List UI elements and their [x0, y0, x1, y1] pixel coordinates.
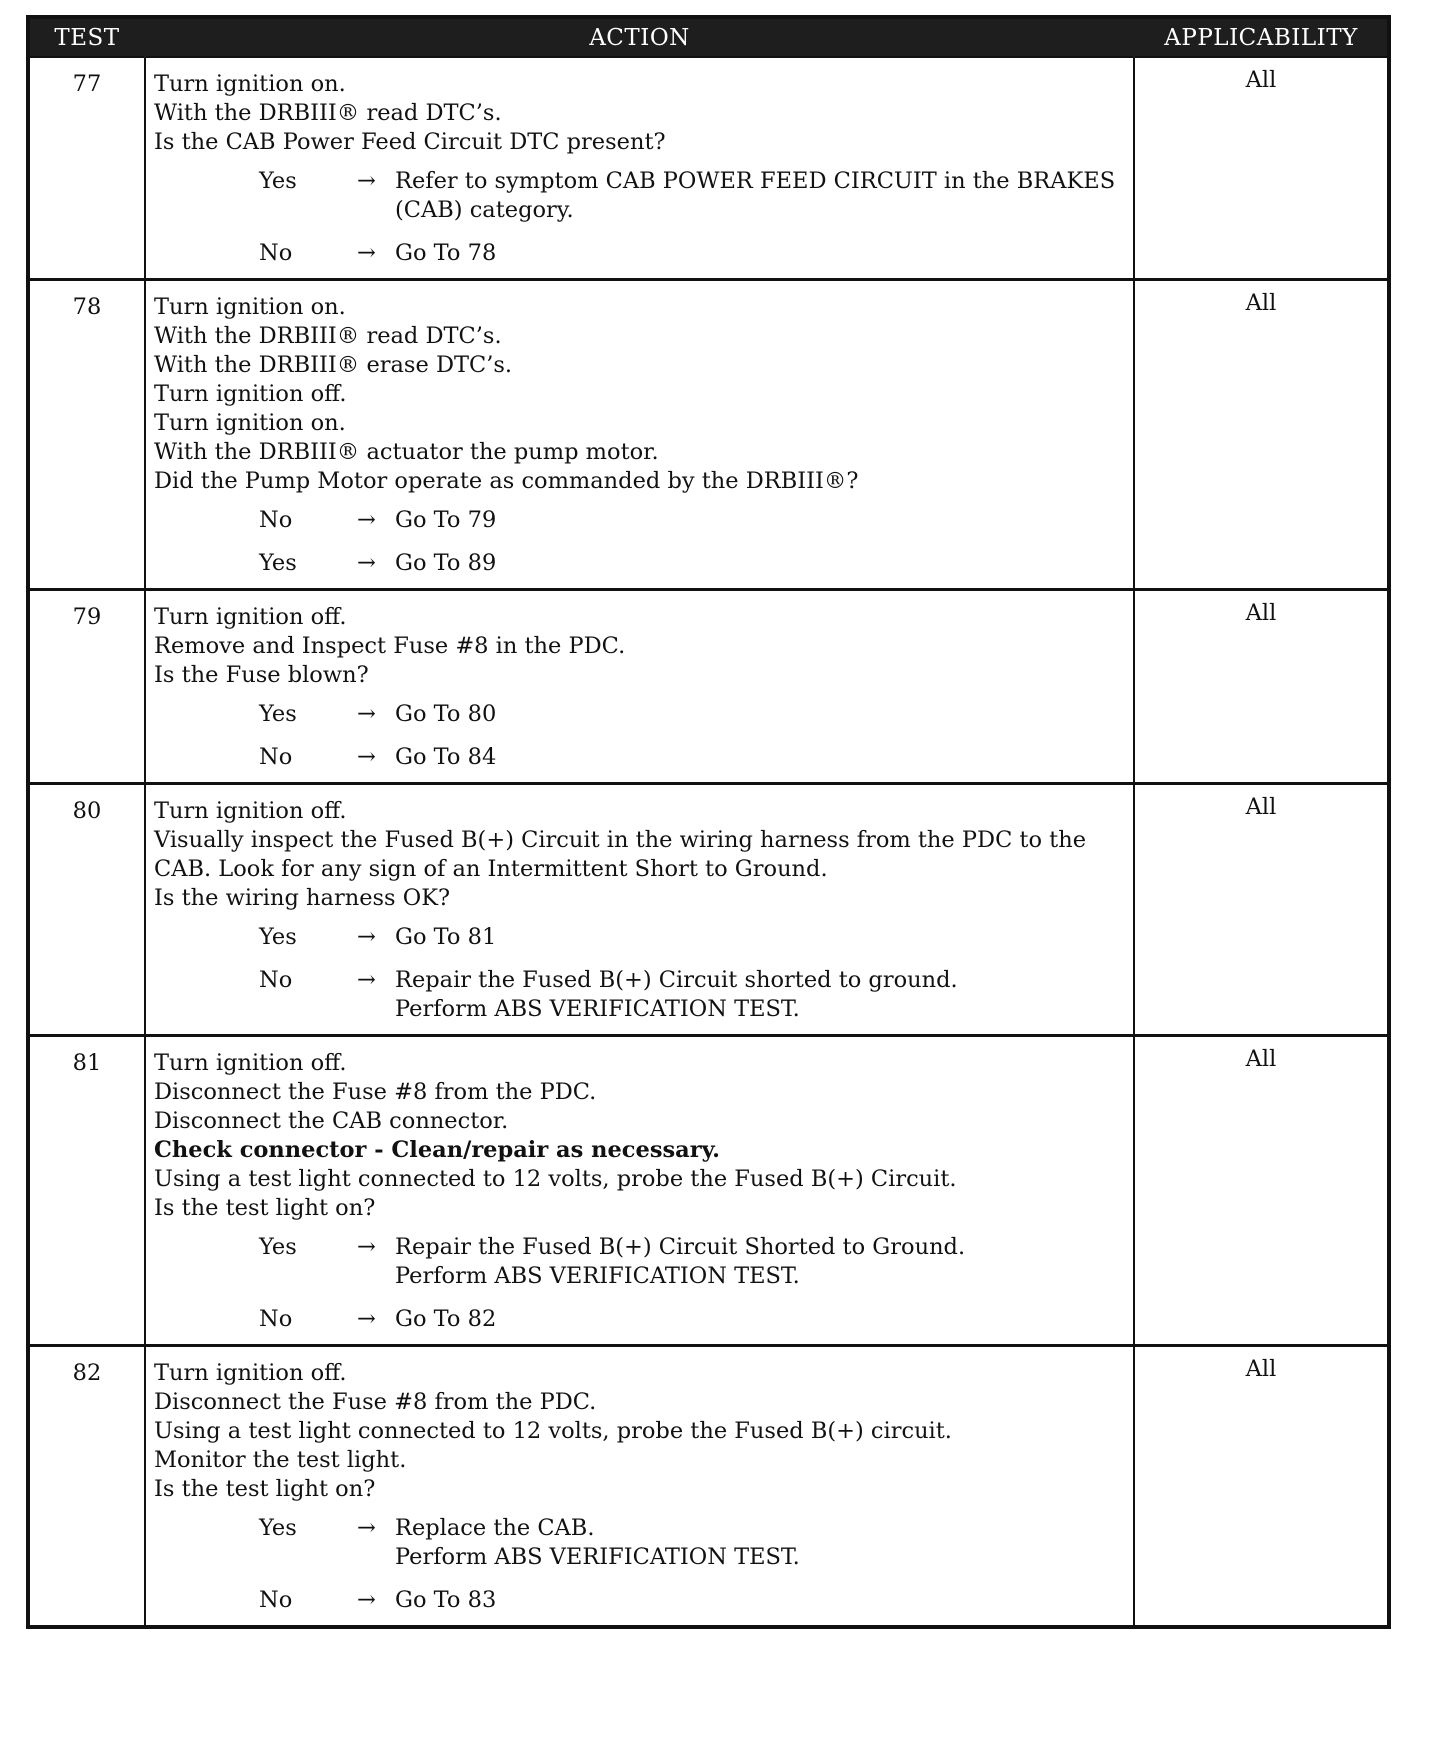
arrow-right-icon: →	[357, 1234, 376, 1260]
result-line: Go To 80	[395, 701, 497, 727]
header-applicability: APPLICABILITY	[1134, 17, 1389, 57]
answer-branch	[154, 1233, 1125, 1291]
result-line: Go To 89	[395, 550, 497, 576]
action-cell	[145, 1346, 1134, 1628]
answer-result	[395, 506, 1125, 535]
arrow-right-icon: →	[357, 924, 376, 950]
step-text: Disconnect the Fuse #8 from the PDC.	[154, 1389, 597, 1415]
arrow-right-icon: →	[357, 701, 376, 727]
arrow-right-icon: →	[357, 1306, 376, 1332]
answer-result	[395, 239, 1125, 268]
answer-list	[154, 1233, 1125, 1334]
answer-branch	[154, 1586, 1125, 1615]
answer-branch	[154, 1514, 1125, 1572]
step-text: Using a test light connected to 12 volts, probe the Fused B(+) Circuit.	[154, 1166, 957, 1192]
result-line: (CAB) category.	[395, 197, 574, 223]
applicability-value: All	[1134, 784, 1389, 1036]
step-text: Turn ignition off.	[154, 604, 347, 630]
test-number: 79	[28, 590, 145, 784]
step-text: Turn ignition on.	[154, 410, 346, 436]
answer-branch	[154, 506, 1125, 535]
arrow-right-icon: →	[357, 550, 376, 576]
action-cell	[145, 1036, 1134, 1346]
result-line: Go To 81	[395, 924, 497, 950]
step-text: CAB. Look for any sign of an Intermittent Short to Ground.	[154, 856, 828, 882]
step-text: Is the wiring harness OK?	[154, 885, 451, 911]
table-header	[28, 17, 1389, 57]
answer-label: No	[259, 1306, 293, 1332]
result-line: Perform ABS VERIFICATION TEST.	[395, 1263, 800, 1289]
answer-branch	[154, 167, 1125, 225]
step-text: Disconnect the CAB connector.	[154, 1108, 509, 1134]
step-text: Turn ignition on.	[154, 71, 346, 97]
answer-branch	[154, 923, 1125, 952]
answer-label: No	[259, 1587, 293, 1613]
answer-result	[395, 923, 1125, 952]
answer-result	[395, 743, 1125, 772]
test-row	[28, 1036, 1389, 1346]
step-text: Is the test light on?	[154, 1476, 376, 1502]
diagnostic-procedure-sheet	[26, 15, 1387, 1746]
result-line: Replace the CAB.	[395, 1515, 595, 1541]
header-action: ACTION	[145, 17, 1134, 57]
test-row	[28, 1346, 1389, 1628]
diagnostic-test-table	[26, 15, 1391, 1629]
arrow-right-icon: →	[357, 240, 376, 266]
answer-result	[395, 700, 1125, 729]
answer-branch	[154, 239, 1125, 268]
result-line: Perform ABS VERIFICATION TEST.	[395, 1544, 800, 1570]
answer-list	[154, 700, 1125, 772]
step-text: With the DRBIII® erase DTC’s.	[154, 352, 513, 378]
action-cell	[145, 57, 1134, 280]
applicability-value: All	[1134, 1036, 1389, 1346]
answer-label: Yes	[259, 1234, 297, 1260]
test-row	[28, 280, 1389, 590]
result-line: Go To 84	[395, 744, 497, 770]
step-text: Visually inspect the Fused B(+) Circuit in the wiring harness from the PDC to the	[154, 827, 1087, 853]
arrow-right-icon: →	[357, 1587, 376, 1613]
test-number: 77	[28, 57, 145, 280]
arrow-right-icon: →	[357, 507, 376, 533]
step-text: Disconnect the Fuse #8 from the PDC.	[154, 1079, 597, 1105]
applicability-value: All	[1134, 1346, 1389, 1628]
step-text: Is the test light on?	[154, 1195, 376, 1221]
result-line: Go To 79	[395, 507, 497, 533]
answer-label: Yes	[259, 168, 297, 194]
step-text: Turn ignition off.	[154, 1050, 347, 1076]
header-test: TEST	[28, 17, 145, 57]
result-line: Repair the Fused B(+) Circuit shorted to ground.	[395, 967, 958, 993]
step-text: Turn ignition on.	[154, 294, 346, 320]
action-cell	[145, 784, 1134, 1036]
step-text: Monitor the test light.	[154, 1447, 407, 1473]
answer-label: Yes	[259, 1515, 297, 1541]
result-line: Go To 82	[395, 1306, 497, 1332]
step-text: Remove and Inspect Fuse #8 in the PDC.	[154, 633, 626, 659]
arrow-right-icon: →	[357, 1515, 376, 1541]
step-text: With the DRBIII® read DTC’s.	[154, 323, 502, 349]
step-text: Turn ignition off.	[154, 1360, 347, 1386]
answer-label: No	[259, 507, 293, 533]
action-cell	[145, 590, 1134, 784]
result-line: Go To 78	[395, 240, 497, 266]
table-body	[28, 57, 1389, 1627]
test-row	[28, 590, 1389, 784]
step-text: Using a test light connected to 12 volts, probe the Fused B(+) circuit.	[154, 1418, 952, 1444]
applicability-value: All	[1134, 280, 1389, 590]
answer-label: Yes	[259, 924, 297, 950]
arrow-right-icon: →	[357, 744, 376, 770]
arrow-right-icon: →	[357, 168, 376, 194]
test-number: 82	[28, 1346, 145, 1628]
test-row	[28, 57, 1389, 280]
step-text: Is the CAB Power Feed Circuit DTC present?	[154, 129, 666, 155]
answer-branch	[154, 743, 1125, 772]
test-row	[28, 784, 1389, 1036]
answer-label: Yes	[259, 550, 297, 576]
applicability-value: All	[1134, 57, 1389, 280]
result-line: Perform ABS VERIFICATION TEST.	[395, 996, 800, 1022]
answer-list	[154, 1514, 1125, 1615]
result-line: Go To 83	[395, 1587, 497, 1613]
result-line: Refer to symptom CAB POWER FEED CIRCUIT in the BRAKES	[395, 168, 1116, 194]
answer-result	[395, 1305, 1125, 1334]
result-line: Repair the Fused B(+) Circuit Shorted to Ground.	[395, 1234, 966, 1260]
answer-label: No	[259, 240, 293, 266]
answer-list	[154, 167, 1125, 268]
step-text: With the DRBIII® read DTC’s.	[154, 100, 502, 126]
answer-result	[395, 1514, 1125, 1572]
answer-result	[395, 966, 1125, 1024]
step-text: With the DRBIII® actuator the pump motor.	[154, 439, 659, 465]
answer-list	[154, 923, 1125, 1024]
step-text: Turn ignition off.	[154, 798, 347, 824]
test-number: 81	[28, 1036, 145, 1346]
test-number: 80	[28, 784, 145, 1036]
answer-branch	[154, 700, 1125, 729]
step-text: Is the Fuse blown?	[154, 662, 369, 688]
answer-result	[395, 549, 1125, 578]
step-emphasis: Check connector - Clean/repair as necessary.	[154, 1137, 720, 1163]
answer-result	[395, 1233, 1125, 1291]
answer-label: Yes	[259, 701, 297, 727]
answer-result	[395, 167, 1125, 225]
action-cell	[145, 280, 1134, 590]
step-text: Did the Pump Motor operate as commanded by the DRBIII®?	[154, 468, 859, 494]
test-number: 78	[28, 280, 145, 590]
answer-label: No	[259, 967, 293, 993]
arrow-right-icon: →	[357, 967, 376, 993]
answer-result	[395, 1586, 1125, 1615]
applicability-value: All	[1134, 590, 1389, 784]
answer-branch	[154, 966, 1125, 1024]
answer-branch	[154, 1305, 1125, 1334]
answer-list	[154, 506, 1125, 578]
step-text: Turn ignition off.	[154, 381, 347, 407]
answer-branch	[154, 549, 1125, 578]
answer-label: No	[259, 744, 293, 770]
